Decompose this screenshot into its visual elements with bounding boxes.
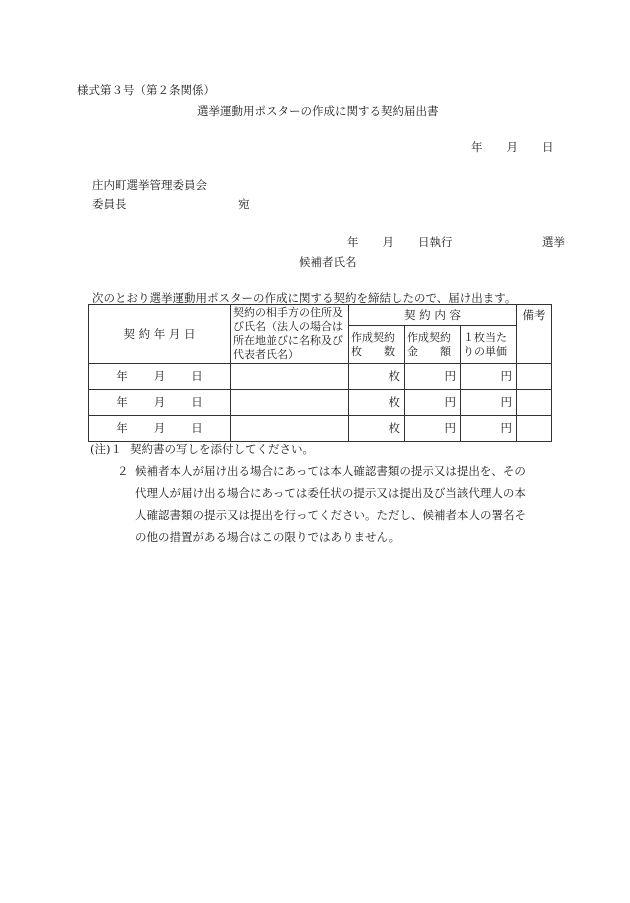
row-count: 枚 (349, 364, 405, 390)
remarks-header: 備考 (517, 305, 552, 364)
note-2 (135, 460, 555, 548)
row-amount: 円 (405, 364, 461, 390)
note-1 (90, 438, 314, 460)
contract-content-header: 契 約 内 容 (349, 305, 517, 326)
election-exec-label: 日執行 (418, 235, 453, 249)
form-number: 様式第３号（第２条関係） (77, 83, 215, 97)
row-year-label: 年 (116, 421, 128, 435)
note-2-line: 代理人が届け出る場合にあっては委任状の提示又は提出及び当該代理人の本 (135, 486, 526, 500)
note-1-text: 契約書の写しを添付してください。 (129, 442, 314, 456)
row-remarks (517, 364, 552, 390)
chair-label: 委員長 (92, 197, 127, 211)
row-counterparty (231, 390, 349, 416)
row-counterparty (231, 364, 349, 390)
unit-price-header-line: １枚当た (463, 330, 507, 344)
counterparty-header: 契約の相手方の住所及び氏名（法人の場合は所在地並びに名称及び代表者氏名） (231, 305, 349, 364)
count-header-line: 作成契約 (351, 330, 395, 344)
row-year-label: 年 (116, 369, 128, 383)
table-row (89, 364, 552, 390)
election-label: 選挙 (542, 235, 565, 249)
election-line (347, 234, 453, 250)
submission-date (471, 139, 554, 155)
row-month-label: 月 (153, 369, 166, 383)
row-day-label: 日 (191, 369, 203, 383)
row-date (89, 364, 231, 390)
row-unit-price: 円 (461, 416, 517, 442)
note-2-line: の他の措置がある場合はこの限りではありません。 (135, 530, 401, 544)
unit-price-header (461, 326, 517, 364)
row-year-label: 年 (116, 395, 128, 409)
row-count: 枚 (349, 390, 405, 416)
unit-price-header-line: りの単価 (463, 344, 507, 358)
note-2-line: 人確認書類の提示又は提出を行ってください。ただし、候補者本人の署名そ (135, 508, 526, 522)
row-amount: 円 (405, 416, 461, 442)
row-date (89, 390, 231, 416)
count-header-line: 枚 数 (351, 344, 395, 358)
contract-table (88, 304, 552, 442)
row-amount: 円 (405, 390, 461, 416)
amount-header-line: 金 額 (407, 344, 451, 358)
row-day-label: 日 (191, 421, 203, 435)
amount-header (405, 326, 461, 364)
contract-date-header: 契 約 年 月 日 (89, 305, 231, 364)
note-2-marker: ２ (117, 464, 129, 478)
row-month-label: 月 (153, 421, 166, 435)
note-2-line: 候補者本人が届け出る場合にあっては本人確認書類の提示又は提出を、その (135, 464, 526, 478)
election-month-label: 月 (382, 235, 394, 249)
row-count: 枚 (349, 416, 405, 442)
amount-header-line: 作成契約 (407, 330, 451, 344)
date-month-label: 月 (506, 140, 518, 154)
row-day-label: 日 (191, 395, 203, 409)
date-year-label: 年 (471, 140, 483, 154)
row-remarks (517, 390, 552, 416)
count-header (349, 326, 405, 364)
committee-name: 庄内町選挙管理委員会 (92, 178, 207, 192)
note-1-marker: (注)１ (90, 442, 122, 456)
row-remarks (517, 416, 552, 442)
table-row (89, 390, 552, 416)
row-month-label: 月 (153, 395, 166, 409)
row-unit-price: 円 (461, 364, 517, 390)
candidate-name-label: 候補者氏名 (299, 255, 357, 269)
row-unit-price: 円 (461, 390, 517, 416)
date-day-label: 日 (542, 140, 554, 154)
intro-text: 次のとおり選挙運動用ポスターの作成に関する契約を締結したので、届け出ます。 (92, 291, 517, 305)
form-title: 選挙運動用ポスターの作成に関する契約届出書 (197, 104, 439, 118)
honorific-label: 宛 (238, 197, 250, 211)
election-year-label: 年 (347, 235, 359, 249)
